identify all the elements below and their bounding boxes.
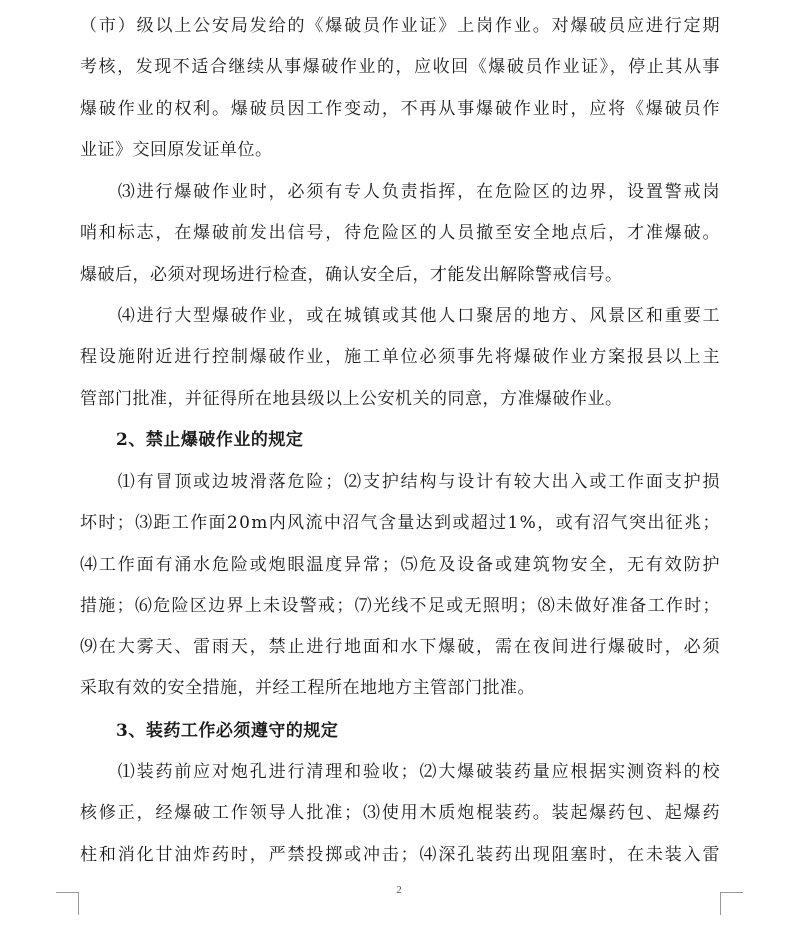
text-line: ⑷工作面有涌水危险或炮眼温度异常；⑸危及设备或建筑物安全，无有效防护 — [80, 554, 722, 575]
text-line: 哨和标志，在爆破前发出信号，待危险区的人员撤至安全地点后，才准爆破。 — [80, 223, 722, 244]
margin-corner-mark-right — [720, 892, 743, 915]
text-line: 措施；⑹危险区边界上未设警戒；⑺光线不足或无照明；⑻未做好准备工作时； — [80, 595, 721, 616]
text-line: 管部门批准，并征得所在地县级以上公安机关的同意，方准爆破作业。 — [80, 388, 623, 409]
text-line: 采取有效的安全措施，并经工程所在地地方主管部门批准。 — [80, 678, 535, 699]
text-line: 柱和消化甘油炸药时，严禁投掷或冲击；⑷深孔装药出现阻塞时，在未装入雷 — [80, 844, 722, 865]
paragraph-item-4 — [80, 296, 720, 420]
text-line: 考核，发现不适合继续从事爆破作业的，应收回《爆破员作业证》，停止其从事 — [80, 57, 722, 78]
text-line: 爆破作业的权利。爆破员因工作变动，不再从事爆破作业时，应将《爆破员作 — [80, 98, 722, 119]
paragraph-charging-rules — [80, 752, 720, 876]
text-line: ⑶进行爆破作业时，必须有专人负责指挥，在危险区的边界，设置警戒岗 — [80, 182, 722, 202]
text-line: ⑼在大雾天、雷雨天，禁止进行地面和水下爆破，需在夜间进行爆破时，必须 — [80, 637, 722, 658]
text-line: （市）级以上公安局发给的《爆破员作业证》上岗作业。对爆破员应进行定期 — [80, 16, 722, 36]
paragraph-item-3 — [80, 172, 720, 296]
margin-corner-mark-left — [56, 892, 79, 915]
paragraph-blaster-certificate — [80, 6, 720, 171]
text-line: 程设施附近进行控制爆破作业，施工单位必须事先将爆破作业方案报县以上主 — [80, 347, 722, 368]
paragraph-prohibited-blasting — [80, 462, 720, 710]
page-number: 2 — [396, 884, 402, 896]
text-line: 核修正，经爆破工作领导人批准；⑶使用木质炮棍装药。装起爆药包、起爆药 — [80, 803, 722, 824]
section-heading-3: 3、装药工作必须遵守的规定 — [116, 721, 339, 741]
text-line: 爆破后，必须对现场进行检查，确认安全后，才能发出解除警戒信号。 — [80, 264, 623, 285]
text-line: 坏时；⑶距工作面20m内风流中沼气含量达到或超过1%，或有沼气突出征兆； — [80, 513, 721, 534]
section-heading-2: 2、禁止爆破作业的规定 — [116, 430, 304, 450]
text-line: ⑷进行大型爆破作业，或在城镇或其他人口聚居的地方、风景区和重要工 — [80, 306, 722, 326]
text-line: 业证》交回原发证单位。 — [80, 139, 273, 160]
text-line: ⑴有冒顶或边坡滑落危险；⑵支护结构与设计有较大出入或工作面支护损 — [80, 472, 722, 492]
text-line: ⑴装药前应对炮孔进行清理和验收；⑵大爆破装药量应根据实测资料的校 — [80, 762, 722, 782]
